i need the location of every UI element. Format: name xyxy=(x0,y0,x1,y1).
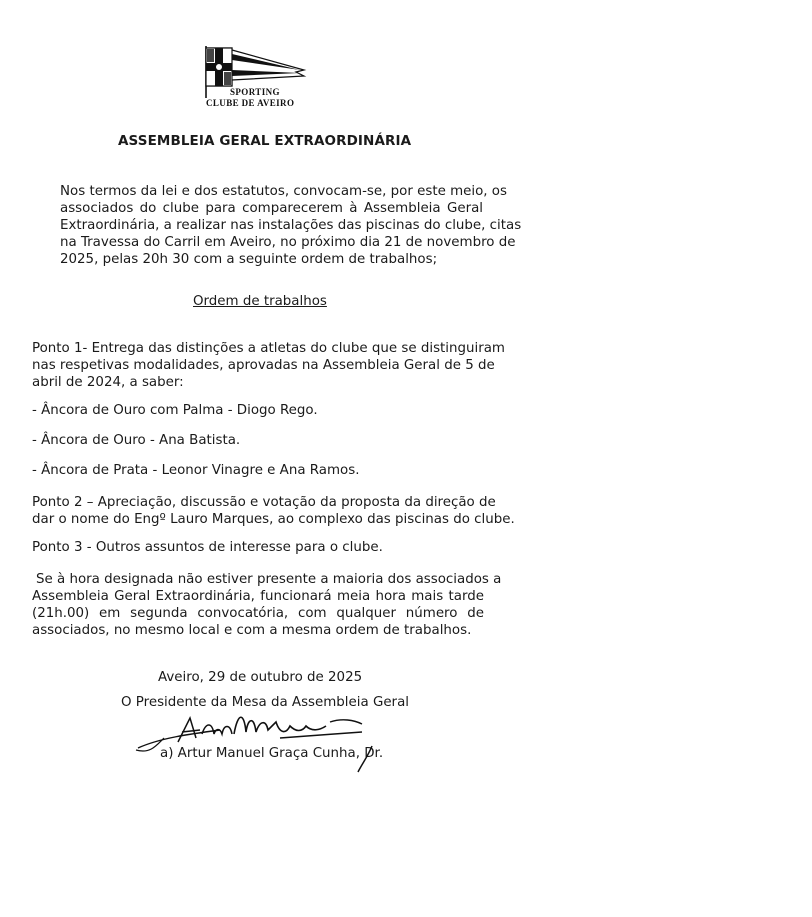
award-item: - Âncora de Ouro - Ana Batista. xyxy=(32,433,241,448)
signature-flourish xyxy=(354,744,376,774)
ponto-1-line: abril de 2024, a saber: xyxy=(32,375,184,390)
ponto-1-line: Ponto 1- Entrega das distinções a atletas do clube que se distinguiram xyxy=(32,341,505,356)
logo-text-line-2: CLUBE DE AVEIRO xyxy=(206,98,295,108)
award-item: - Âncora de Ouro com Palma - Diogo Rego. xyxy=(32,403,318,418)
ponto-3-paragraph: Ponto 3 - Outros assuntos de interesse para o clube. xyxy=(32,540,383,555)
president-title: O Presidente da Mesa da Assembleia Geral xyxy=(121,695,409,710)
intro-paragraph xyxy=(60,183,522,268)
closing-line: Se à hora designada não estiver presente a maioria dos associados a xyxy=(36,572,502,587)
agenda-heading: Ordem de trabalhos xyxy=(193,294,327,309)
logo-text-line-1: SPORTING xyxy=(230,87,280,97)
intro-line: Nos termos da lei e dos estatutos, convocam-se, por este meio, os xyxy=(60,184,507,199)
award-item: - Âncora de Prata - Leonor Vinagre e Ana Ramos. xyxy=(32,463,360,478)
ponto-2-line: dar o nome do Engº Lauro Marques, ao complexo das piscinas do clube. xyxy=(32,512,515,527)
intro-line: na Travessa do Carril em Aveiro, no próximo dia 21 de novembro de xyxy=(60,235,516,250)
closing-line: Assembleia Geral Extraordinária, funcionará meia hora mais tarde xyxy=(32,589,484,604)
closing-line: associados, no mesmo local e com a mesma ordem de trabalhos. xyxy=(32,623,472,638)
signatory-name: a) Artur Manuel Graça Cunha, Dr. xyxy=(160,746,384,761)
closing-line: (21h.00) em segunda convocatória, com qualquer número de xyxy=(32,606,484,621)
document-title: ASSEMBLEIA GERAL EXTRAORDINÁRIA xyxy=(118,133,412,149)
place-date: Aveiro, 29 de outubro de 2025 xyxy=(158,670,363,685)
club-logo xyxy=(192,40,310,112)
ponto-2-paragraph xyxy=(32,494,515,528)
closing-paragraph xyxy=(32,571,502,639)
intro-line: Extraordinária, a realizar nas instalações das piscinas do clube, citas xyxy=(60,218,522,233)
ponto-1-line: nas respetivas modalidades, aprovadas na Assembleia Geral de 5 de xyxy=(32,358,495,373)
intro-line: associados do clube para comparecerem à Assembleia Geral xyxy=(60,201,483,216)
intro-line: 2025, pelas 20h 30 com a seguinte ordem de trabalhos; xyxy=(60,252,438,267)
ponto-1-paragraph xyxy=(32,340,505,391)
ponto-2-line: Ponto 2 – Apreciação, discussão e votação da proposta da direção de xyxy=(32,495,496,510)
